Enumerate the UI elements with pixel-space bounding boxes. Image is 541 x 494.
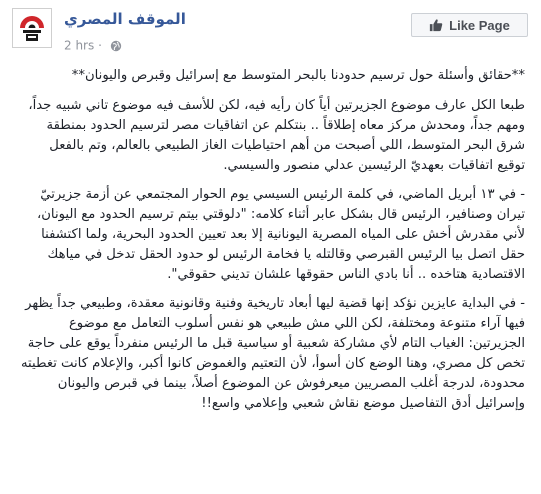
post-header <box>0 0 541 66</box>
separator-dot: · <box>98 38 102 53</box>
post-meta <box>64 38 122 53</box>
post-headline: **حقائق وأسئلة حول ترسيم حدودنا بالبحر المتوسط مع إسرائيل وقبرص واليونان** <box>71 68 525 83</box>
globe-icon <box>110 40 122 52</box>
thumbs-up-icon <box>429 18 443 32</box>
post-body <box>18 66 525 423</box>
page-logo <box>13 9 51 47</box>
page-name-link[interactable]: الموقف المصري <box>64 10 186 28</box>
post-timestamp[interactable]: 2 hrs <box>64 38 95 53</box>
like-page-label: Like Page <box>449 17 510 33</box>
page-avatar[interactable] <box>12 8 52 48</box>
post-paragraph: - في البداية عايزين نؤكد إنها قضية ليها أبعاد تاريخية وفنية وقانونية معقدة، وطبيعي جداً يظهر فيها آراء متنوعة ومختلفة، لكن اللي مش طبيعي هو نفس أسلوب التعامل مع موضوع الجزيرتين: الغياب التام لأي مشاركة شعبية أو سياسية قبل ما الرئيس منفرداً يوقع على حاجة تخص كل مصري، وهنا الوضع كان أسوأ، لأن التعتيم والغموض كانوا أكبر، والإعلام كانت تغطيته محدودة، لدرجة أغلب المصريين ميعرفوش عن الموضوع أصلاً، بينما في قبرص واليونان وإسرائيل أدق التفاصيل موضع نقاش شعبي وإعلامي واسع!! <box>20 296 525 411</box>
post-paragraph: طبعا الكل عارف موضوع الجزيرتين أياً كان رأيه فيه، لكن للأسف فيه موضوع تاني شبيه جداً، ومهم جداً، ومحدش مركز معاه إطلاقاً .. بنتكلم عن اتفاقيات مصر لترسيم الحدود بمنطقة شرق البحر المتوسط، اللي أصبحت من أهم احتياطيات الغاز الطبيعي بالعالم، وتم بالفعل توقيع اتفاقيات بعهديّ الرئيسين عدلي منصور والسيسي. <box>28 98 525 173</box>
like-page-button[interactable] <box>411 13 528 37</box>
post-paragraph: - في ١٣ أبريل الماضي، في كلمة الرئيس السيسي يوم الحوار المجتمعي عن أزمة جزيرتيّ تيران وصنافير، الرئيس قال بشكل عابر أثناء كلامه: "دلوقتي بيتم ترسيم الحدود مع اليونان، لأني مقدرش أخش على المياه المصرية اليونانية إلا بعد تعيين الحدود البحرية، ولما اكتشفنا حقل اتصل بيا الرئيس القبرصي وقالتله يا فخامة الرئيس لو حدود الحقل تدخل في مياهك الاقتصادية هتاخده .. أنا بادي الناس حقوقها علشان تديني حقوقي". <box>36 187 525 282</box>
